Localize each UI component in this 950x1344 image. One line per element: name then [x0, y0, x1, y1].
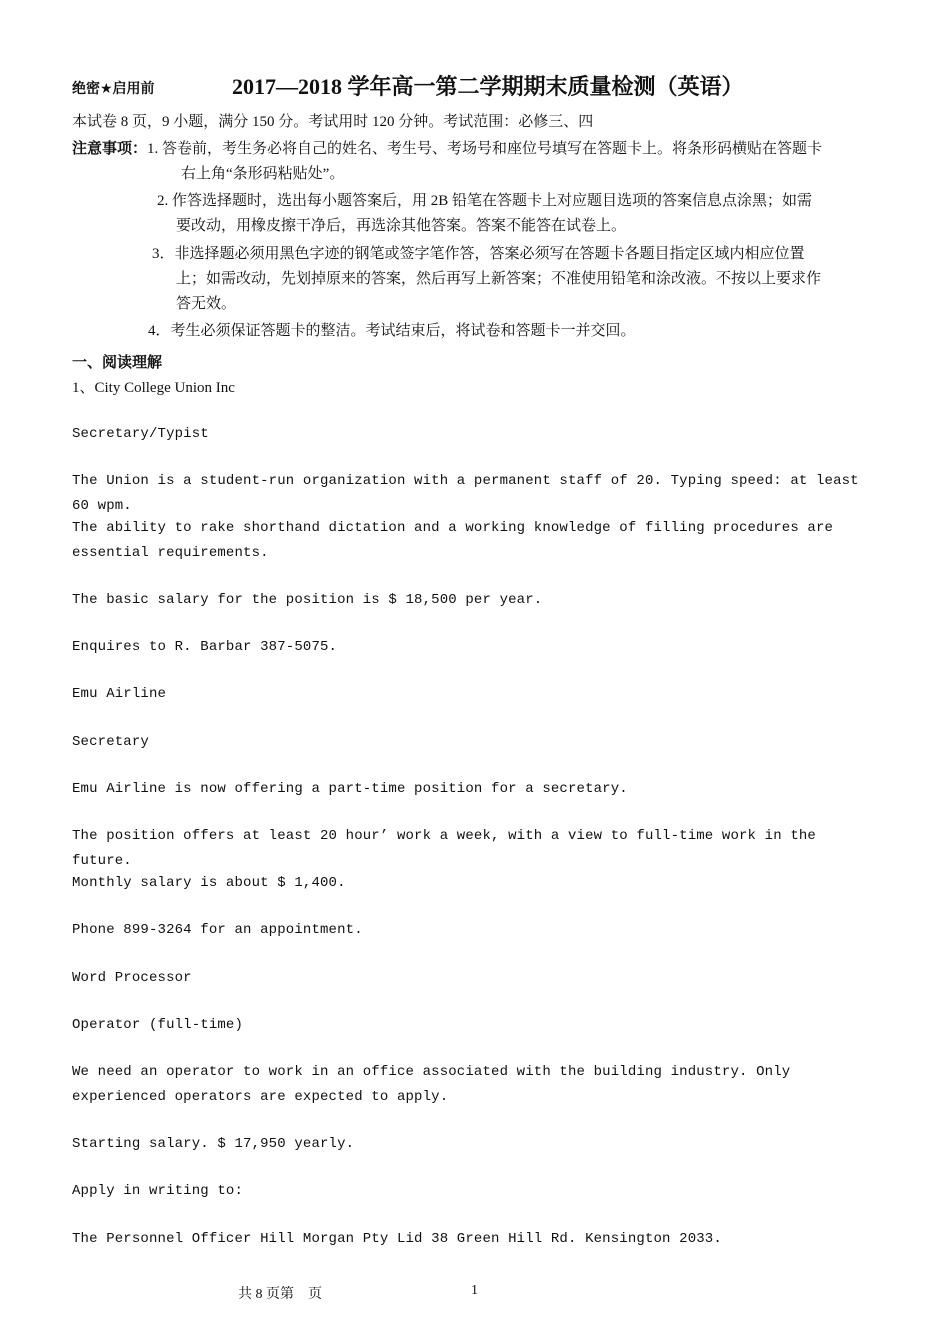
ad-line: Word Processor: [72, 970, 192, 986]
header: [72, 70, 892, 102]
ad-line: Phone 899-3264 for an appointment.: [72, 922, 363, 938]
ad-line: Starting salary. $ 17,950 yearly.: [72, 1136, 355, 1152]
section-title: 一、阅读理解: [72, 353, 163, 371]
ad-line: The Personnel Officer Hill Morgan Pty Lid 38 Green Hill Rd. Kensington 2033.: [72, 1231, 722, 1247]
ad-line: The Union is a student-run organization with a permanent staff of 20. Typing speed: at least 60 wpm.: [72, 473, 868, 514]
ad-line: The position offers at least 20 hour’ work a week, with a view to full-time work in the future.: [72, 828, 825, 869]
secret-label: 绝密★启用前: [72, 81, 155, 97]
ad-line: Apply in writing to:: [72, 1183, 244, 1199]
notes-item1-text: 1. 答卷前，考生务必将自己的姓名、考生号、考场号和座位号填写在答题卡上。将条形码横贴在答题卡: [147, 141, 823, 157]
notes-item2-line2: 要改动，用橡皮擦干净后，再选涂其他答案。答案不能答在试卷上。: [176, 218, 627, 234]
ad-line: Secretary/Typist: [72, 426, 209, 442]
ad-line: The basic salary for the position is $ 18,500 per year.: [72, 592, 543, 608]
notes-item2-line1: 2. 作答选择题时，选出每小题答案后，用 2B 铅笔在答题卡上对应题目选项的答案信息点涂黑；如需: [157, 193, 813, 209]
ad-line: Emu Airline is now offering a part-time position for a secretary.: [72, 781, 628, 797]
notes-item3-line3: 答无效。: [176, 296, 237, 312]
exam-title: 2017—2018 学年高一第二学期期末质量检测（英语）: [232, 74, 744, 99]
question-1-label: 1、City College Union Inc: [72, 380, 235, 396]
notes-item1-line1: [72, 137, 822, 158]
notes-item3-line2: 上；如需改动，先划掉原来的答案，然后再写上新答案；不准使用铅笔和涂改液。不按以上要求作: [176, 271, 822, 287]
ad-line: The ability to rake shorthand dictation and a working knowledge of filling procedures are essential requirements.: [72, 520, 842, 561]
ad-line: We need an operator to work in an office associated with the building industry. Only experienced operators are expected to apply.: [72, 1064, 799, 1105]
footer-page-number: 1: [471, 1283, 478, 1298]
notes-item4: 4．考生必须保证答题卡的整洁。考试结束后，将试卷和答题卡一并交回。: [148, 323, 636, 339]
ad-line: Monthly salary is about $ 1,400.: [72, 875, 346, 891]
exam-intro: 本试卷 8 页，9 小题，满分 150 分。考试用时 120 分钟。考试范围：必修三、四: [72, 114, 594, 130]
footer-page-info: 共 8 页第 页: [238, 1287, 322, 1302]
ad-line: Emu Airline: [72, 686, 167, 702]
ad-line: Secretary: [72, 734, 149, 750]
ad-line: Enquires to R. Barbar 387-5075.: [72, 639, 338, 655]
notes-label: 注意事项：: [72, 141, 148, 157]
ad-line: Operator (full-time): [72, 1017, 244, 1033]
notes-item1-line2: 右上角“条形码粘贴处”。: [181, 166, 345, 182]
notes-item3-line1: 3．非选择题必须用黑色字迹的钢笔或签字笔作答，答案必须写在答题卡各题目指定区域内相应位置: [152, 246, 805, 262]
